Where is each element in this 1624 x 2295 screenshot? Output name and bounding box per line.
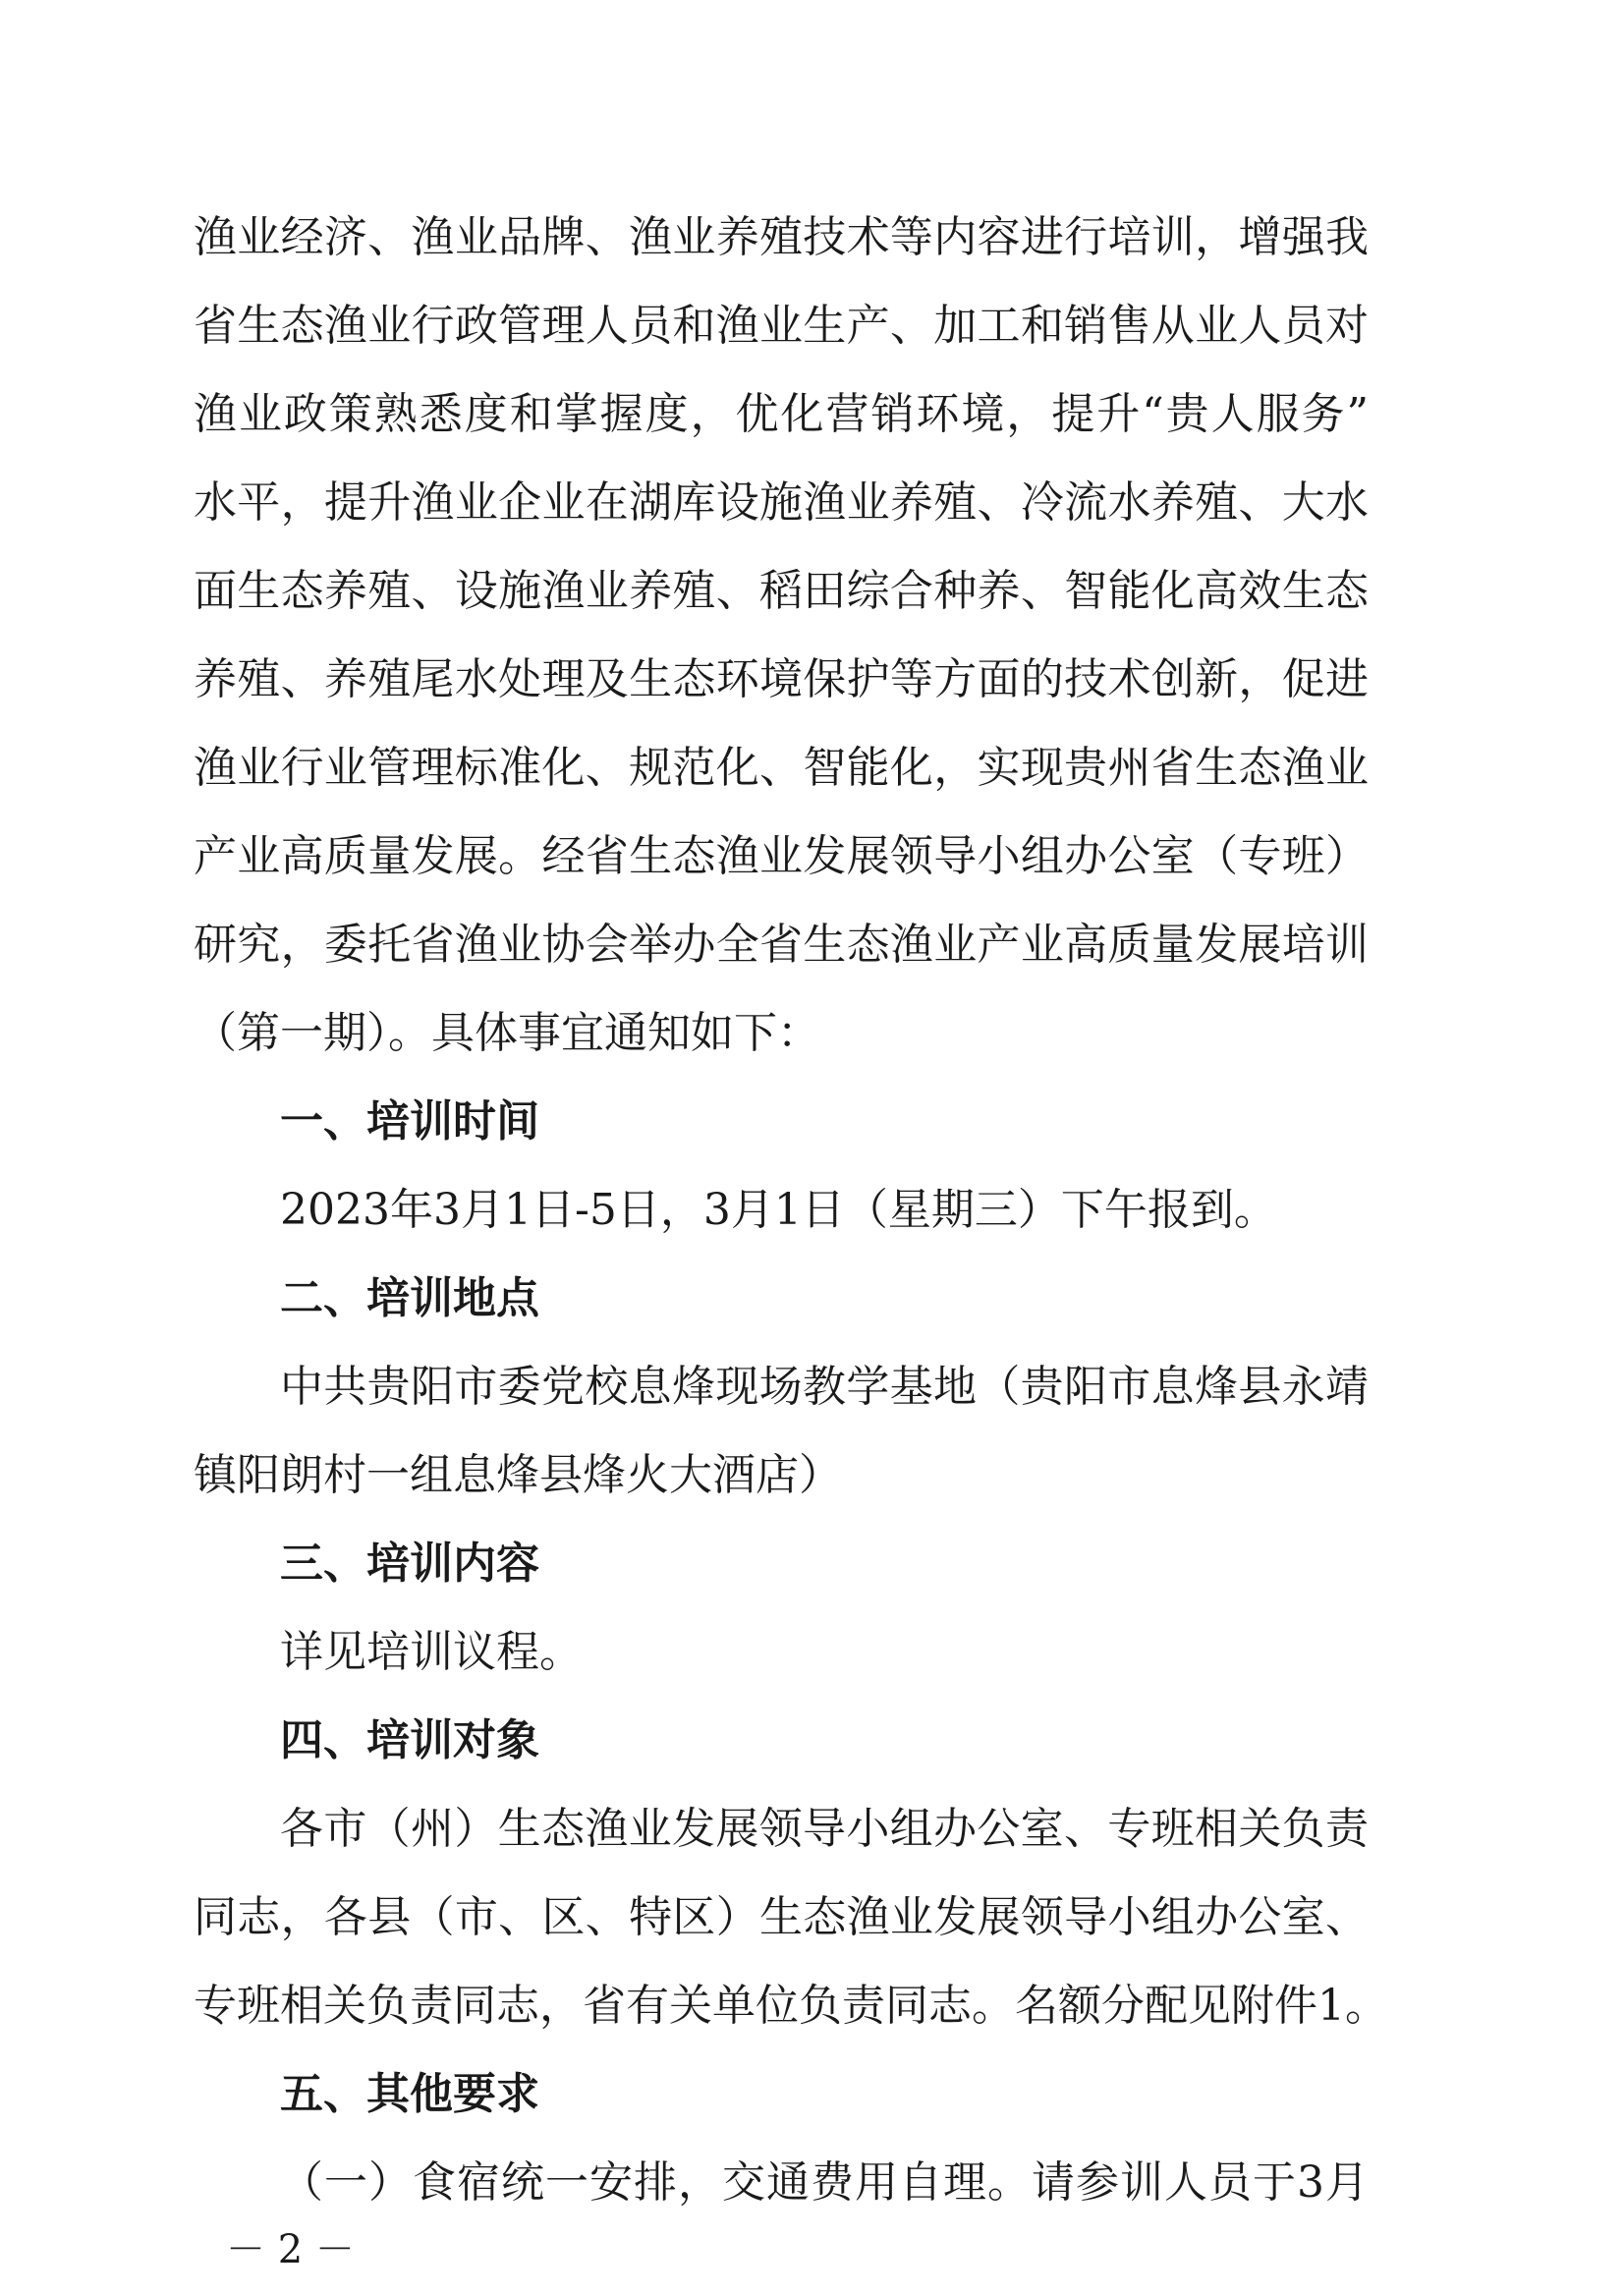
section-text-time: 2023年3月1日-5日，3月1日（星期三）下午报到。 [280,1185,1277,1235]
section-text-content: 详见培训议程。 [280,1627,583,1677]
section-heading-time: 一、培训时间 [280,1096,539,1147]
body-line-8: 产业高质量发展。经省生态渔业发展领导小组办公室（专班） [194,831,1369,881]
section-text-place-line1: 中共贵阳市委党校息烽现场教学基地（贵阳市息烽县永靖 [280,1362,1369,1412]
body-line-4: 水平，提升渔业企业在湖库设施渔业养殖、冷流水养殖、大水 [194,477,1369,528]
section-heading-place: 二、培训地点 [280,1273,539,1323]
body-line-5: 面生态养殖、设施渔业养殖、稻田综合种养、智能化高效生态 [194,566,1369,616]
body-line-2: 省生态渔业行政管理人员和渔业生产、加工和销售从业人员对 [194,301,1369,351]
section-text-audience-line3: 专班相关负责同志，省有关单位负责同志。名额分配见附件1。 [194,1981,1388,2031]
section-text-audience-line1: 各市（州）生态渔业发展领导小组办公室、专班相关负责 [280,1804,1369,1854]
page-number: － 2 － [226,2227,355,2272]
section-heading-other: 五、其他要求 [280,2069,539,2119]
section-text-other-line1: （一）食宿统一安排，交通费用自理。请参训人员于3月 [280,2157,1369,2208]
body-line-1: 渔业经济、渔业品牌、渔业养殖技术等内容进行培训，增强我 [194,212,1369,262]
body-line-10: （第一期）。具体事宜通知如下： [194,1008,820,1058]
section-heading-content: 三、培训内容 [280,1539,539,1589]
section-text-place-line2: 镇阳朗村一组息烽县烽火大酒店） [194,1450,842,1500]
section-text-audience-line2: 同志，各县（市、区、特区）生态渔业发展领导小组办公室、 [194,1892,1369,1942]
body-line-7: 渔业行业管理标准化、规范化、智能化，实现贵州省生态渔业 [194,743,1369,793]
body-line-9: 研究，委托省渔业协会举办全省生态渔业产业高质量发展培训 [194,920,1369,970]
section-heading-audience: 四、培训对象 [280,1715,539,1765]
body-line-3: 渔业政策熟悉度和掌握度，优化营销环境，提升“贵人服务” [194,389,1369,439]
body-line-6: 养殖、养殖尾水处理及生态环境保护等方面的技术创新，促进 [194,654,1369,704]
